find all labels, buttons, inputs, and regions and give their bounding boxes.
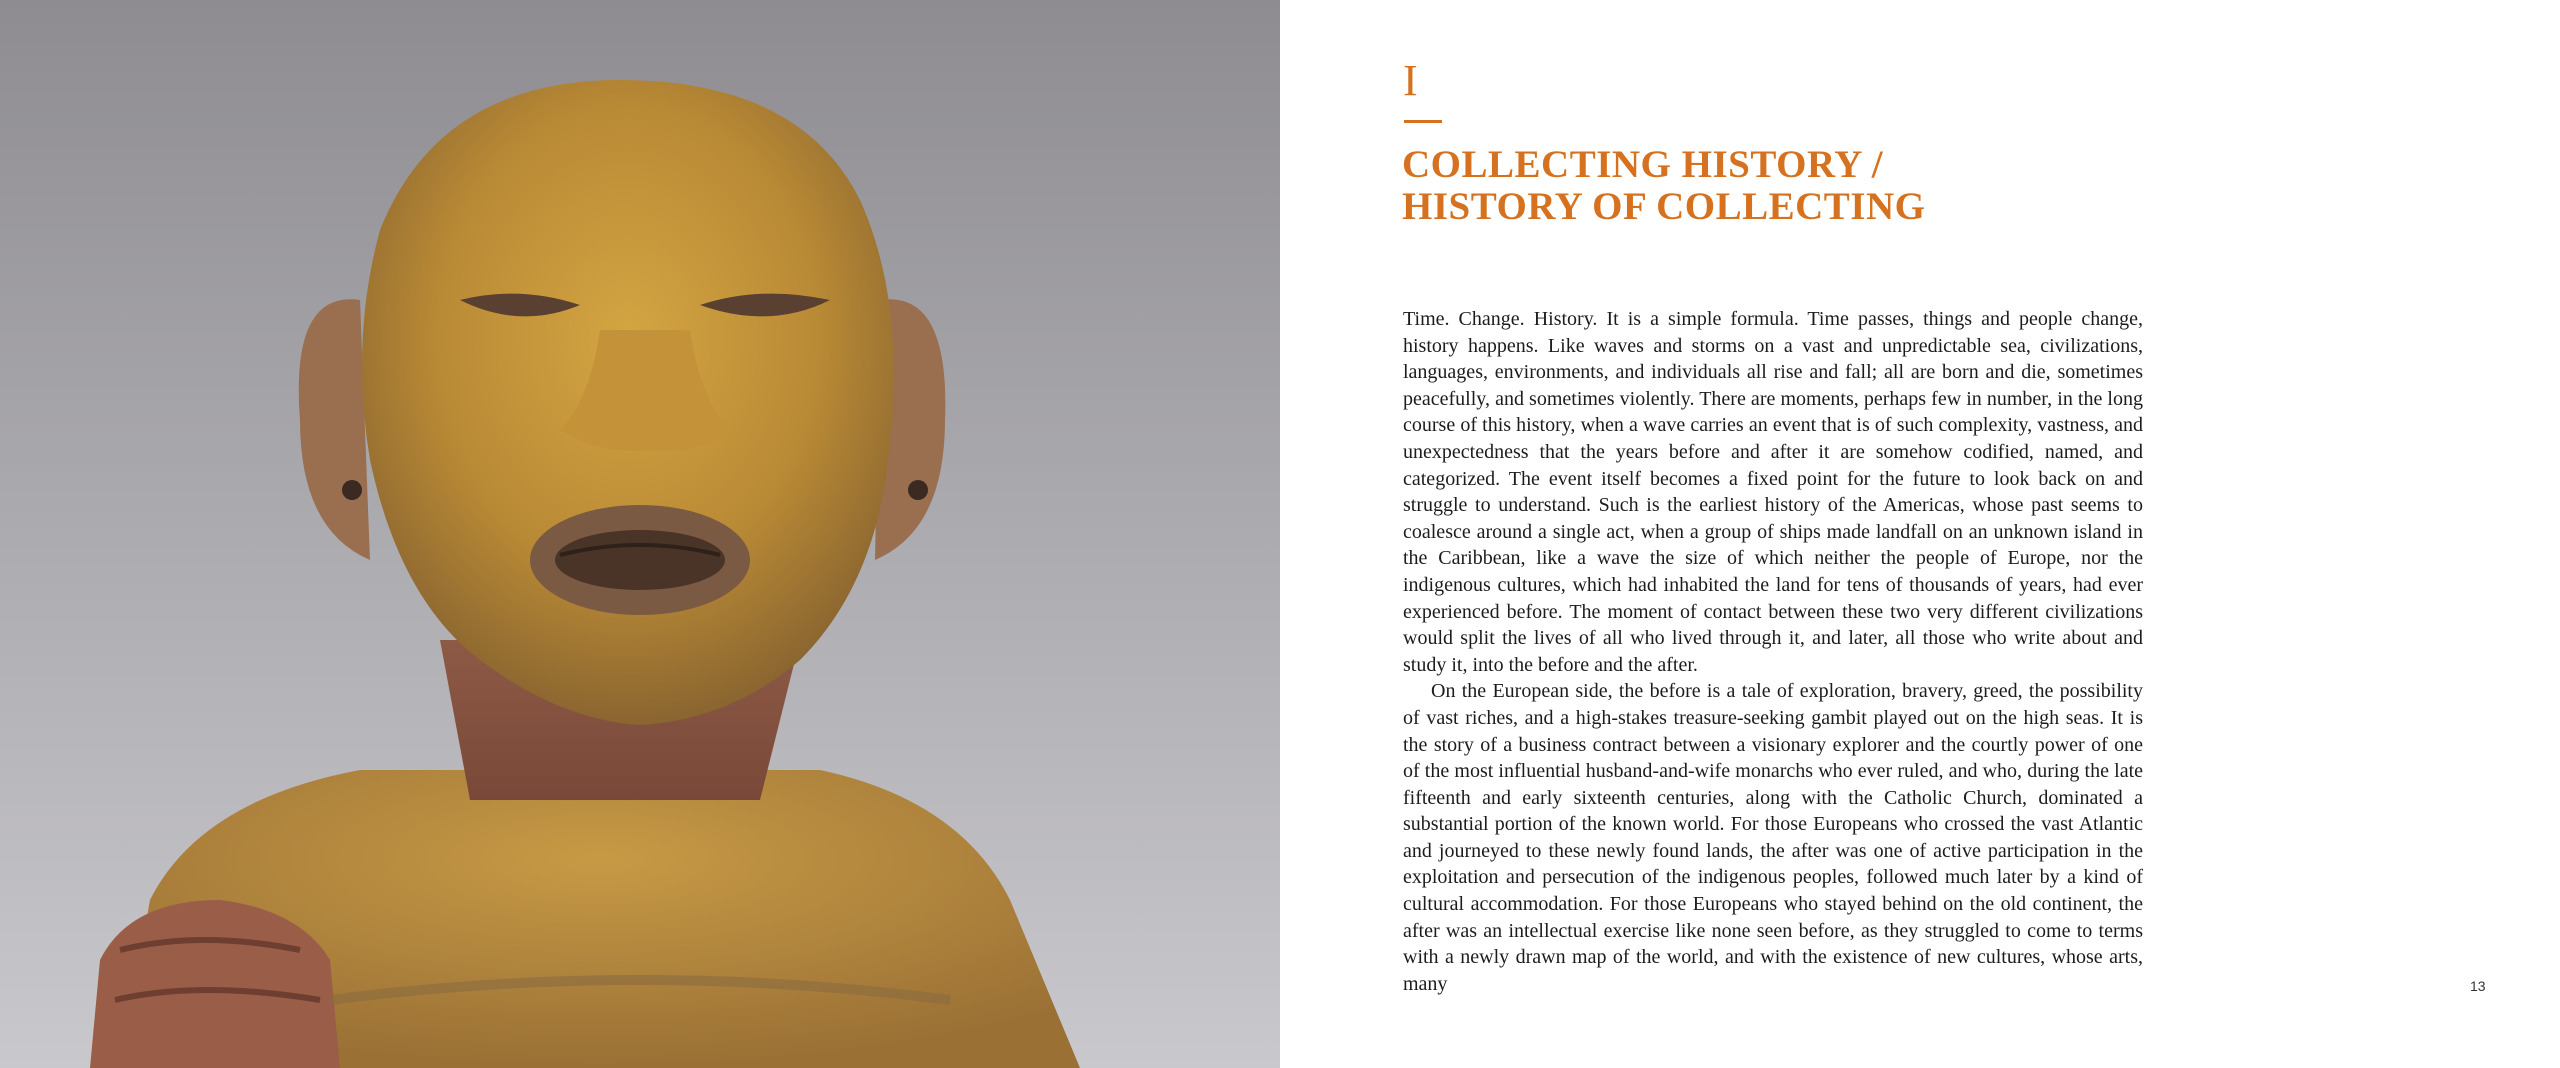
chapter-title-line-2: HISTORY OF COLLECTING — [1402, 185, 1926, 228]
paragraph-1: Time. Change. History. It is a simple formula. Time passes, things and people change, history happens. Like waves and storms on a vast and unpredictable sea, civilizations, languages, environments, and individuals all rise and fall; all are born and die, sometimes peacefully, and sometimes violently. There are moments, perhaps few in number, in the long course of this history, when a wave carries an event that is of such complexity, vastness, and unexpectedness that the years before and after it are somehow codified, named, and categorized. The event itself becomes a fixed point for the future to look back on and struggle to understand. Such is the earliest history of the Americas, whose past seems to coalesce around a single act, when a group of ships made landfall on an unknown island in the Caribbean, like a wave the size of which neither the people of Europe, nor the indigenous cultures, which had inhabited the land for tens of thousands of years, had ever experienced before. The moment of contact between these two very different civilizations would split the lives of all who lived through it, and later, all those who write about and study it, into the before and the after. — [1403, 308, 2143, 676]
chapter-title — [1402, 144, 2102, 228]
text-page — [1280, 0, 2560, 1068]
chapter-title-line-1: COLLECTING HISTORY / — [1402, 143, 1884, 186]
chapter-number: I — [1403, 56, 1418, 105]
page-number: 13 — [2470, 978, 2486, 994]
chapter-rule — [1404, 120, 1442, 123]
paragraph-2: On the European side, the before is a tale of exploration, bravery, greed, the possibility of vast riches, and a high-stakes treasure-seeking gambit played out on the high seas. It is the story of a business contract between a visionary explorer and the courtly power of one of the most influential husband-and-wife monarchs who ever ruled, and who, during the late fifteenth and early sixteenth centuries, along with the Catholic Church, dominated a substantial portion of the known world. For those Europeans who crossed the vast Atlantic and journeyed to these newly found lands, the after was one of active participation in the exploitation and persecution of the indigenous peoples, followed much later by a kind of cultural accommodation. For those Europeans who stayed behind on the old continent, the after was an intellectual exercise like none seen before, as they struggled to come to terms with a newly drawn map of the world, and with the existence of new cultures, whose arts, many — [1403, 680, 2143, 995]
body-text — [1403, 306, 2143, 997]
